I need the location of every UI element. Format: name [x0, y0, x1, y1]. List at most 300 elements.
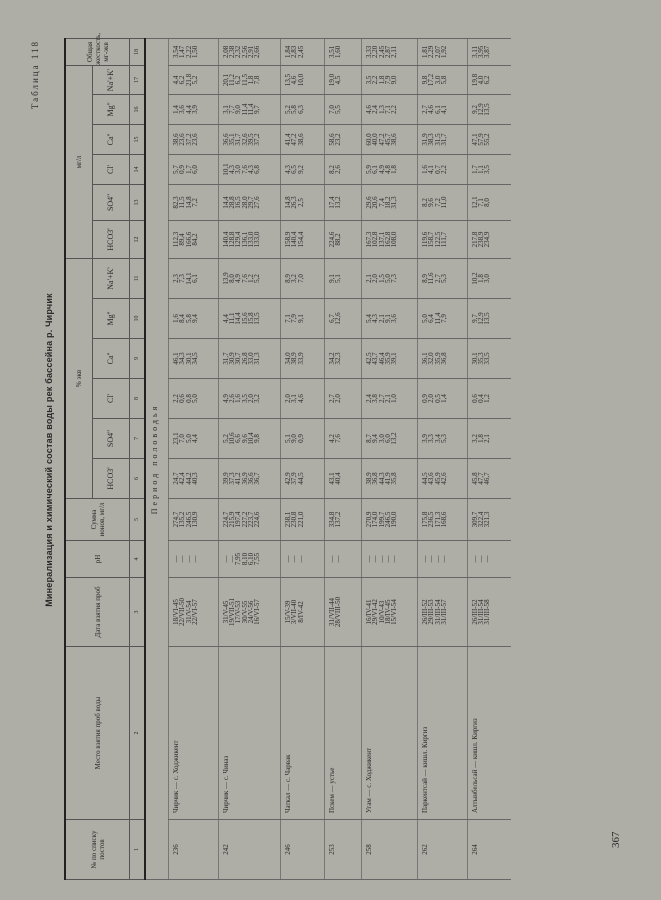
mg-na-k-value: 20,1: [222, 73, 231, 87]
table-row-group: [324, 38, 361, 879]
percent-so4: [169, 419, 219, 459]
percent-hco3-value: 46,7: [483, 472, 492, 485]
ph-values-value: —: [172, 555, 181, 563]
mg-so4-value: 28,8: [228, 196, 237, 209]
percent-so4-value: 1,8: [477, 434, 486, 443]
total-hardness-value: 1,47: [178, 45, 187, 59]
mg-cl-value: 4,8: [383, 165, 392, 174]
percent-mg-value: 5,4: [365, 314, 374, 323]
percent-ca-value: 36,1: [421, 352, 430, 365]
percent-mg-value: 11,1: [228, 312, 237, 325]
ph-values-value: —: [483, 555, 492, 563]
percent-mg-value: 7,1: [284, 314, 293, 323]
mg-mg-value: 11,4: [246, 103, 255, 116]
mg-cl-value: 3,5: [483, 165, 492, 174]
ph-values-value: —: [334, 555, 343, 563]
percent-hco3-value: 41,9: [383, 472, 392, 485]
header-place: Место взятия проб воды: [65, 647, 130, 820]
percent-mg-value: 9,1: [383, 314, 392, 323]
mg-so4-value: 7,2: [190, 198, 199, 207]
percent-ca-value: 35,9: [383, 352, 392, 365]
percent-cl-value: 2,7: [327, 394, 336, 403]
mg-hco3-value: 136,1: [240, 231, 249, 248]
mg-hco3-value: 108,0: [390, 231, 399, 248]
ion-sum-value: 309,7: [471, 511, 480, 528]
table-body: [145, 38, 511, 879]
percent-cl-value: 2,0: [334, 394, 343, 403]
ion-sum: [418, 499, 468, 541]
ph-values-value: 7,95: [234, 552, 243, 566]
ph-values-value: —: [190, 555, 199, 563]
mg-so4-value: 18,2: [383, 196, 392, 209]
percent-na-k: [362, 258, 418, 298]
total-hardness: [418, 38, 468, 65]
percent-na-k-value: 1,2: [246, 274, 255, 283]
total-hardness: [169, 38, 219, 65]
mg-cl-value: 6,8: [253, 165, 262, 174]
total-hardness-value: 2,11: [390, 45, 399, 58]
percent-na-k-value: 9,1: [327, 274, 336, 283]
mg-ca-value: 37,2: [253, 133, 262, 146]
percent-so4-value: 9,8: [253, 434, 262, 443]
percent-hco3-value: 45,9: [433, 472, 442, 485]
mg-hco3-value: 166,6: [184, 231, 193, 248]
post-number: 258: [362, 820, 418, 880]
percent-so4-value: 9,0: [290, 434, 299, 443]
header-pct-cl: Cl': [93, 379, 130, 419]
mg-cl-value: 2,6: [334, 165, 343, 174]
percent-hco3: [169, 459, 219, 499]
percent-hco3-value: 47,7: [477, 472, 486, 485]
ph-values-value: —: [296, 555, 305, 563]
sample-dates-value: 16/VI-57: [253, 599, 262, 625]
mg-so4: [281, 184, 325, 220]
percent-na-k-value: 8,9: [284, 274, 293, 283]
percent-so4-value: 3,4: [433, 434, 442, 443]
percent-so4-value: 5,0: [184, 434, 193, 443]
ion-sum-value: 321,3: [483, 511, 492, 528]
sample-dates-value: 8/IV-42: [296, 601, 305, 623]
percent-cl: [281, 379, 325, 419]
percent-hco3: [281, 459, 325, 499]
header-pct-ca: Ca'': [93, 339, 130, 379]
mg-mg-value: 5,8: [290, 105, 299, 114]
percent-mg-value: 7,9: [290, 314, 299, 323]
percent-na-k-value: 7,3: [390, 274, 399, 283]
sample-dates-value: 31/VII-44: [327, 598, 336, 626]
mg-mg-value: 12,9: [477, 103, 486, 116]
header-date: Дата взятия проб: [65, 578, 130, 647]
mg-na-k-value: 7,8: [253, 75, 262, 85]
mg-so4-value: 14,8: [284, 196, 293, 209]
percent-cl: [468, 379, 511, 419]
mg-hco3-value: 122,5: [433, 231, 442, 248]
header-mg-na-k: Na'+K': [93, 65, 130, 94]
ion-sum: [324, 499, 361, 541]
mg-ca-value: 40,0: [371, 133, 380, 146]
percent-hco3-value: 40,4: [334, 472, 343, 485]
percent-na-k-value: 8,0: [228, 274, 237, 283]
mg-hco3-value: 133,0: [246, 231, 255, 248]
ion-sum: [362, 499, 418, 541]
ph-values-value: —: [390, 555, 399, 563]
sample-dates-value: 31/V-54: [184, 600, 193, 624]
column-number: 16: [130, 94, 146, 124]
total-hardness-value: 2,66: [253, 45, 262, 59]
mg-cl-value: 4,9: [377, 165, 386, 174]
total-hardness-value: 2,45: [377, 45, 386, 59]
percent-hco3-value: 42,9: [284, 472, 293, 485]
percent-mg-value: 13,5: [483, 312, 492, 325]
mg-cl-value: 4,3: [228, 165, 237, 174]
post-number: 242: [219, 820, 281, 880]
ion-sum-value: 230,8: [290, 511, 299, 528]
mg-so4-value: 13,2: [334, 196, 343, 209]
header-pct-na-k: Na'+K': [93, 258, 130, 298]
percent-na-k-value: 4,9: [234, 274, 243, 283]
mg-mg-value: 7,0: [327, 105, 336, 114]
mg-mg: [169, 94, 219, 124]
mg-cl-value: 6,0: [190, 165, 199, 174]
mg-so4-value: 14,4: [222, 196, 231, 209]
percent-cl-value: 2,1: [383, 394, 392, 403]
mg-cl-value: 1,8: [390, 165, 399, 174]
percent-hco3-value: 41,2: [234, 472, 243, 485]
mg-na-k-value: 6,2: [178, 75, 187, 85]
percent-mg-value: 1,6: [172, 314, 181, 323]
mg-na-k: [362, 65, 418, 94]
mg-cl-value: 9,2: [296, 165, 305, 174]
mg-hco3: [219, 220, 281, 258]
percent-na-k-value: 2,0: [371, 274, 380, 283]
percent-ca: [418, 339, 468, 379]
percent-mg-value: 15,6: [240, 312, 249, 325]
percent-ca-value: 31,7: [222, 352, 231, 365]
column-number: 13: [130, 184, 146, 220]
mg-na-k-value: 5,8: [439, 75, 448, 85]
mg-cl-value: 4,3: [284, 165, 293, 174]
percent-hco3-value: 44,3: [377, 472, 386, 485]
sample-dates-value: 22/VI-57: [190, 599, 199, 625]
mg-na-k-value: 4,5: [334, 75, 343, 85]
column-number: 14: [130, 154, 146, 184]
total-hardness-value: 2,08: [222, 45, 231, 59]
ion-sum-value: 197,4: [234, 511, 243, 528]
ion-sum-value: 246,5: [184, 511, 193, 528]
post-number: 253: [324, 820, 361, 880]
total-hardness-value: 2,22: [184, 45, 193, 59]
percent-mg-value: 12,9: [477, 312, 486, 325]
post-number: 262: [418, 820, 468, 880]
percent-hco3-value: 43,6: [427, 472, 436, 485]
mg-na-k-value: 2,2: [371, 75, 380, 85]
percent-mg: [362, 299, 418, 339]
mg-na-k-value: 19,0: [327, 73, 336, 87]
mg-so4-value: 8,2: [421, 198, 430, 207]
mg-so4-value: 7,2: [433, 198, 442, 207]
mg-mg-value: 11,4: [240, 103, 249, 116]
percent-mg-value: 6,7: [327, 314, 336, 323]
table-row-group: [418, 38, 468, 879]
mg-na-k: [219, 65, 281, 94]
percent-na-k-value: 11,6: [427, 272, 436, 285]
percent-mg: [418, 299, 468, 339]
percent-ca-value: 31,3: [253, 352, 262, 365]
column-number: 9: [130, 339, 146, 379]
mg-na-k-value: 10,0: [296, 73, 305, 87]
percent-ca: [324, 339, 361, 379]
mg-na-k-value: 4,4: [172, 75, 181, 85]
mg-cl-value: 3,0: [234, 165, 243, 174]
percent-so4: [219, 419, 281, 459]
mg-ca-value: 38,6: [172, 133, 181, 146]
percent-so4-value: 23,1: [172, 432, 181, 445]
mg-so4-value: 9,6: [427, 198, 436, 207]
ph-values-value: —: [327, 555, 336, 563]
percent-hco3: [324, 459, 361, 499]
total-hardness-value: 3,51: [327, 45, 336, 59]
sample-dates: [468, 578, 511, 647]
ion-sum-value: 175,8: [421, 511, 430, 528]
mg-hco3-value: 167,3: [365, 231, 374, 248]
percent-ca-value: 30,1: [471, 352, 480, 365]
mg-hco3-value: 238,9: [477, 231, 486, 248]
percent-na-k-value: 14,1: [184, 272, 193, 285]
sample-dates-value: 31/V-45: [222, 600, 231, 624]
percent-so4-value: 2,1: [483, 434, 492, 443]
mg-cl-value: 6,1: [371, 165, 380, 174]
mg-hco3-value: 111,7: [439, 231, 448, 248]
mg-mg-value: 1,4: [172, 105, 181, 114]
mg-hco3-value: 217,8: [471, 231, 480, 248]
total-hardness-value: 2,29: [427, 45, 436, 59]
mg-hco3: [169, 220, 219, 258]
total-hardness-value: 1,50: [190, 45, 199, 59]
ion-sum-value: 334,8: [327, 511, 336, 528]
mg-ca-value: 45,7: [383, 133, 392, 146]
sampling-place: Чирчик — с. Чиназ: [219, 647, 281, 820]
percent-na-k-value: 5,0: [383, 274, 392, 283]
ph-values-value: —: [184, 555, 193, 563]
percent-mg-value: 15,8: [246, 312, 255, 325]
percent-hco3: [219, 459, 281, 499]
percent-mg-value: 9,7: [471, 314, 480, 323]
percent-hco3-value: 37,9: [290, 472, 299, 485]
percent-na-k-value: 7,6: [240, 274, 249, 283]
ion-sum-value: 171,3: [433, 511, 442, 528]
mg-ca-value: 38,6: [296, 133, 305, 146]
mg-cl-value: 1,7: [471, 165, 480, 174]
percent-hco3-value: 35,8: [390, 472, 399, 485]
mg-hco3-value: 158,9: [284, 231, 293, 248]
mg-na-k-value: 6,2: [483, 75, 492, 85]
ion-sum-value: 236,5: [427, 511, 436, 528]
sampling-place: Чирчик — с. Ходжикент: [169, 647, 219, 820]
percent-na-k: [169, 258, 219, 298]
mg-cl-value: 0,9: [178, 165, 187, 174]
mg-ca-value: 36,6: [222, 133, 231, 146]
mg-ca-value: 38,3: [427, 133, 436, 146]
percent-so4-value: 4,2: [327, 434, 336, 443]
percent-so4-value: 7,0: [178, 434, 187, 443]
percent-so4-value: 5,3: [439, 434, 448, 443]
percent-so4-value: 10,6: [228, 432, 237, 445]
sample-dates-value: 26/III-52: [471, 599, 480, 625]
percent-cl: [324, 379, 361, 419]
mg-so4-value: 26,3: [290, 196, 299, 209]
mg-hco3-value: 112,3: [172, 231, 181, 248]
percent-cl: [362, 379, 418, 419]
total-hardness: [281, 38, 325, 65]
sampling-place: Алтынбельсай — кишл. Киргиз: [468, 647, 511, 820]
ion-sum: [169, 499, 219, 541]
mg-mg: [281, 94, 325, 124]
percent-ca-value: 42,5: [365, 352, 374, 365]
percent-na-k: [418, 258, 468, 298]
mg-hco3: [281, 220, 325, 258]
mg-mg-value: 3,6: [178, 105, 187, 114]
ion-sum-value: 224,6: [253, 511, 262, 528]
percent-hco3-value: 37,3: [228, 472, 237, 485]
percent-so4-value: 3,2: [471, 434, 480, 443]
mg-cl-value: 5,9: [365, 165, 374, 174]
table-row-group: [468, 38, 511, 879]
mg-so4: [468, 184, 511, 220]
sample-dates-value: 31/III-57: [439, 599, 448, 625]
percent-mg-value: 13,5: [253, 312, 262, 325]
percent-na-k-value: 1,8: [477, 274, 486, 283]
total-hardness-value: 1,60: [334, 45, 343, 59]
mg-na-k-value: 11,5: [240, 73, 249, 86]
percent-cl-value: 1,2: [483, 394, 492, 403]
total-hardness: [362, 38, 418, 65]
ph-values-value: 8,10: [240, 552, 249, 566]
percent-cl-value: 2,2: [172, 394, 181, 403]
table-header: [65, 32, 145, 879]
sample-dates-value: 29/III-53: [427, 599, 436, 625]
sample-dates-value: 22/VII-50: [178, 598, 187, 626]
ph-values-value: —: [371, 555, 380, 563]
percent-hco3-value: 44,2: [184, 472, 193, 485]
mg-mg-value: 7,1: [383, 105, 392, 114]
percent-so4-value: 6,6: [234, 434, 243, 443]
mg-na-k: [169, 65, 219, 94]
header-pct-mg: Mg'': [93, 299, 130, 339]
total-hardness-value: 2,87: [383, 45, 392, 59]
total-hardness-value: 2,20: [371, 45, 380, 59]
sample-dates-value: 15/VI-54: [390, 599, 399, 625]
ion-sum-value: 274,7: [172, 511, 181, 528]
column-number: 8: [130, 379, 146, 419]
ph-values-value: —: [427, 555, 436, 563]
mg-so4: [418, 184, 468, 220]
percent-mg-value: 6,4: [427, 314, 436, 323]
percent-ca-value: 35,9: [433, 352, 442, 365]
mg-na-k-value: 9,8: [421, 75, 430, 85]
ph-values: [219, 541, 281, 578]
percent-ca-value: 30,7: [234, 352, 243, 365]
total-hardness-value: 2,83: [290, 45, 299, 59]
ion-sum-value: 227,2: [240, 511, 249, 528]
sample-dates-value: 31/III-54: [477, 599, 486, 625]
percent-ca-value: 32,0: [427, 352, 436, 365]
mg-mg-value: 3,1: [222, 105, 231, 114]
percent-mg-value: 4,3: [371, 314, 380, 323]
ph-values-value: —: [178, 555, 187, 563]
ph-values: [468, 541, 511, 578]
mg-cl: [169, 154, 219, 184]
mg-cl-value: 4,3: [246, 165, 255, 174]
sample-dates: [324, 578, 361, 647]
mg-cl-value: 2,2: [439, 165, 448, 174]
table-number: Таблица 118: [30, 40, 40, 110]
percent-mg: [281, 299, 325, 339]
percent-mg-value: 9,1: [296, 314, 305, 323]
percent-hco3-value: 44,5: [296, 472, 305, 485]
mg-ca-value: 39,5: [246, 133, 255, 146]
total-hardness: [219, 38, 281, 65]
ion-sum: [281, 499, 325, 541]
mg-ca-value: 58,6: [327, 133, 336, 146]
sample-dates: [219, 578, 281, 647]
mg-na-k-value: 4,0: [477, 75, 486, 85]
percent-so4-value: 3,9: [421, 434, 430, 443]
total-hardness-value: 2,56: [240, 45, 249, 59]
percent-na-k-value: 10,2: [471, 272, 480, 285]
ph-values: [281, 541, 325, 578]
mg-ca-value: 31,7: [234, 133, 243, 146]
column-number: 4: [130, 541, 146, 578]
percent-mg-value: 8,4: [178, 314, 187, 323]
percent-mg-value: 14,4: [234, 312, 243, 325]
percent-ca-value: 39,1: [390, 352, 399, 365]
mg-mg-value: 6,1: [433, 105, 442, 114]
sample-dates-value: 16/IV-41: [365, 599, 374, 625]
percent-hco3-value: 24,7: [172, 472, 181, 485]
sample-dates-value: 31/III-58: [483, 599, 492, 625]
percent-mg-value: 5,8: [184, 314, 193, 323]
ion-sum-value: 130,9: [190, 511, 199, 528]
column-number: 2: [130, 647, 146, 820]
header-mg-mg: Mg'': [93, 94, 130, 124]
column-number: 5: [130, 499, 146, 541]
ph-values-value: —: [365, 555, 374, 563]
percent-na-k-value: 1,5: [377, 274, 386, 283]
percent-ca-value: 34,0: [284, 352, 293, 365]
mg-so4: [324, 184, 361, 220]
mg-cl-value: 8,2: [327, 165, 336, 174]
table-row-group: [169, 38, 219, 879]
percent-cl-value: 3,1: [290, 394, 299, 403]
percent-cl-value: 2,0: [427, 394, 436, 403]
mg-ca-value: 31,5: [433, 133, 442, 146]
ion-sum-value: 199,7: [377, 511, 386, 528]
ph-values-value: —: [477, 555, 486, 563]
mg-mg-value: 13,5: [483, 103, 492, 116]
mg-hco3-value: 140,4: [290, 231, 299, 248]
mg-hco3-value: 89,4: [178, 233, 187, 246]
percent-hco3-value: 44,5: [421, 472, 430, 485]
total-hardness-value: 3,11: [471, 45, 480, 58]
mg-hco3-value: 133,0: [253, 231, 262, 248]
table-row-group: [362, 38, 418, 879]
mg-so4-value: 12,1: [471, 196, 480, 209]
mg-ca-value: 35,1: [228, 133, 237, 146]
percent-so4-value: 5,2: [222, 434, 231, 443]
period-label: Период половодья: [145, 38, 169, 879]
percent-cl-value: 0,6: [471, 394, 480, 403]
ion-sum-value: 224,7: [222, 511, 231, 528]
